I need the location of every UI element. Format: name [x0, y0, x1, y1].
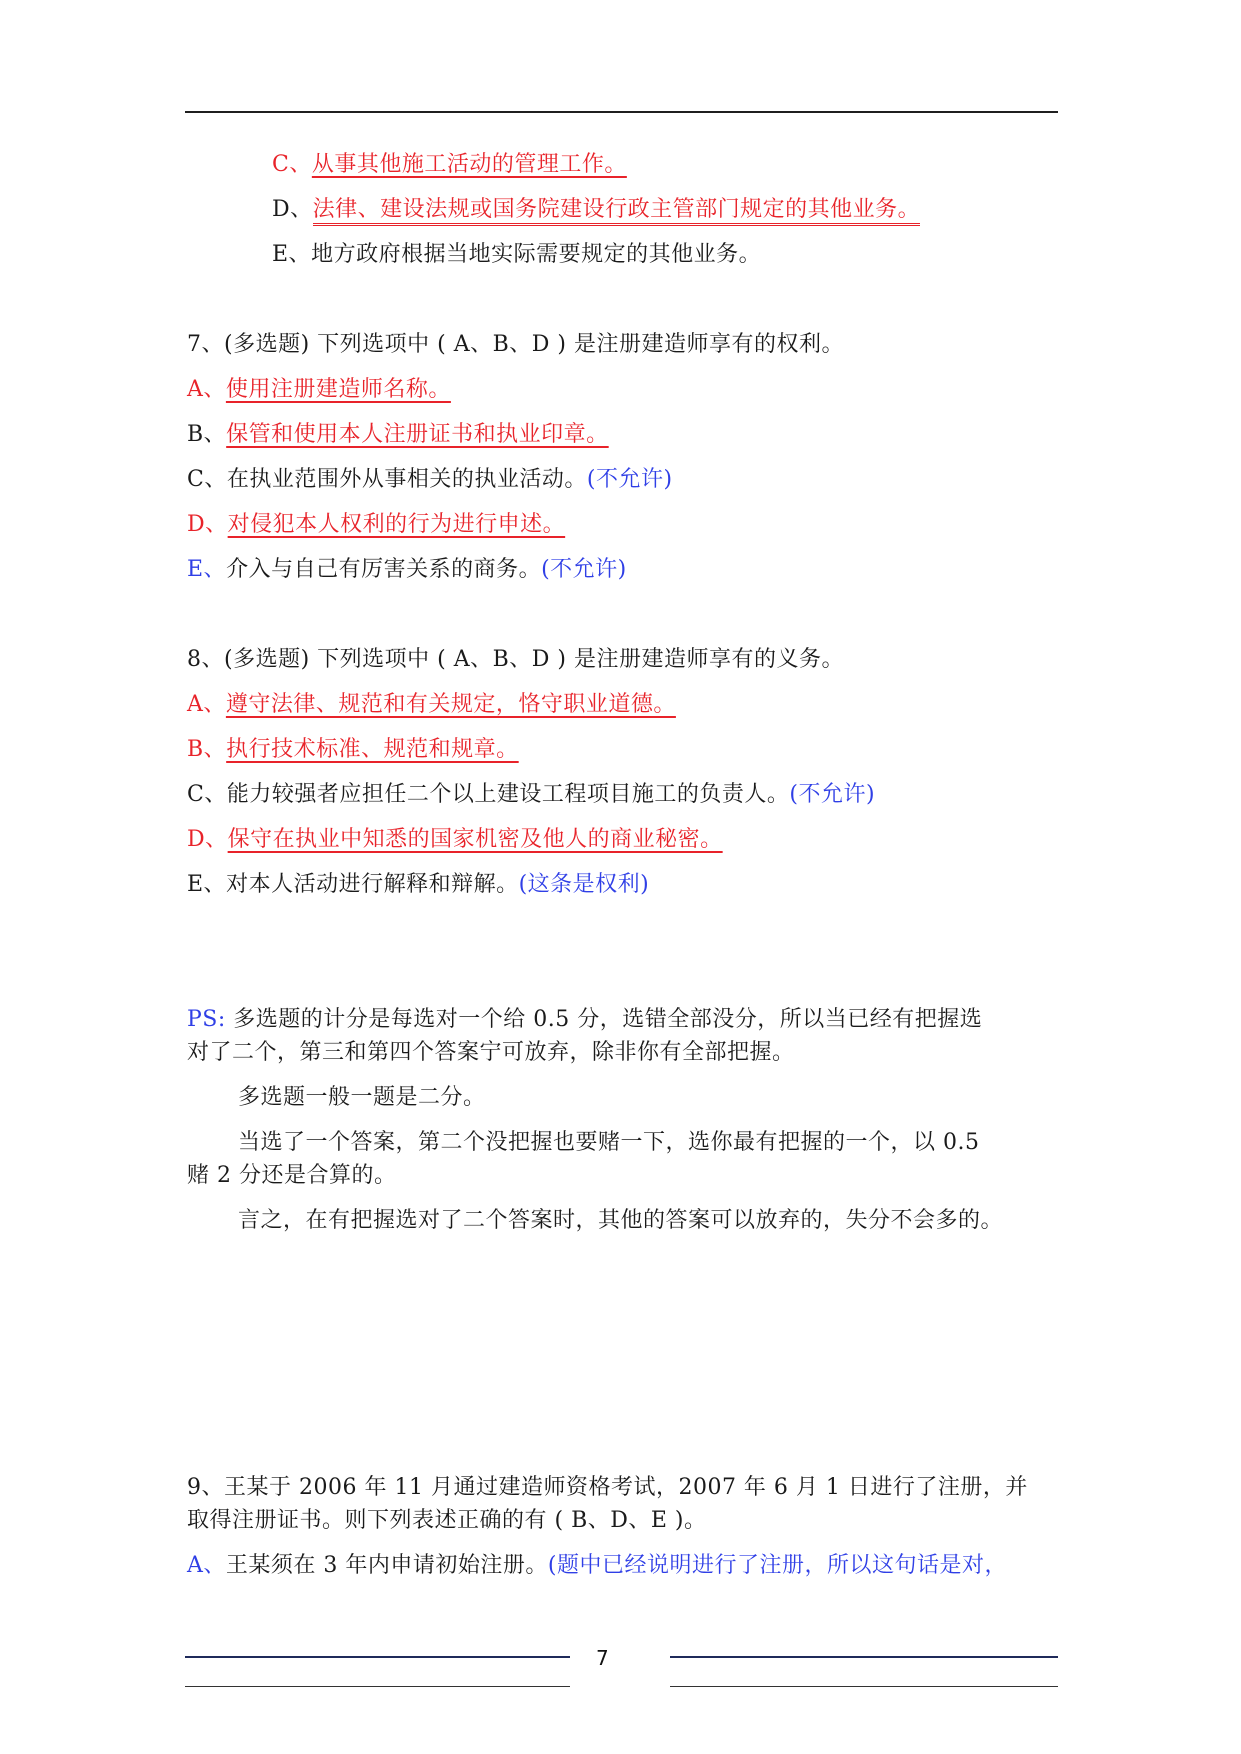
q8-option-e-note: (这条是权利) — [518, 872, 650, 897]
q6-option-d-prefix: D、 — [272, 197, 313, 222]
q9-stem-line-2: 取得注册证书。则下列表述正确的有 ( B、D、E )。 — [187, 1508, 707, 1533]
q9-stem-line-1: 9、王某于 2006 年 11 月通过建造师资格考试，2007 年 6 月 1 日进行了注册，并 — [187, 1475, 1028, 1500]
ps-line-2: 对了二个，第三和第四个答案宁可放弃，除非你有全部把握。 — [187, 1040, 795, 1065]
q6-option-c — [272, 150, 627, 180]
q7-option-b-text: 保管和使用本人注册证书和执业印章。 — [226, 422, 609, 447]
page-number: 7 — [596, 1646, 609, 1670]
q7-option-c-note: (不允许) — [586, 467, 673, 492]
q8-option-a-prefix: A、 — [187, 692, 226, 717]
q7-option-a — [187, 375, 451, 405]
q7-option-e — [187, 555, 627, 585]
q6-option-e-text: 地方政府根据当地实际需要规定的其他业务。 — [311, 242, 762, 267]
ps-label: PS: — [187, 1007, 226, 1032]
footer-rule-right-bottom — [670, 1686, 1058, 1687]
q6-option-e-prefix: E、 — [272, 242, 312, 267]
q7-option-d — [187, 510, 565, 540]
q8-option-b — [187, 735, 519, 765]
q7-option-a-prefix: A、 — [187, 377, 226, 402]
q8-option-b-prefix: B、 — [187, 737, 227, 762]
ps-line-4: 当选了一个答案，第二个没把握也要赌一下，选你最有把握的一个，以 0.5 — [238, 1130, 980, 1155]
q7-option-c-prefix: C、 — [187, 467, 227, 492]
q8-option-d-text: 保守在执业中知悉的国家机密及他人的商业秘密。 — [227, 827, 723, 852]
q9-option-a-text: 王某须在 3 年内申请初始注册。 — [225, 1553, 548, 1578]
q9-option-a-note: (题中已经说明进行了注册，所以这句话是对， — [547, 1553, 1007, 1578]
q7-option-d-text: 对侵犯本人权利的行为进行申述。 — [227, 512, 566, 537]
q9-option-a-prefix: A、 — [187, 1553, 226, 1578]
q7-option-e-text: 介入与自己有厉害关系的商务。 — [226, 557, 542, 582]
q7-option-b-prefix: B、 — [187, 422, 227, 447]
q8-option-c-note: (不允许) — [789, 782, 876, 807]
q8-option-c — [187, 780, 875, 810]
q6-option-c-text: 从事其他施工活动的管理工作。 — [311, 152, 627, 177]
ps-line-3: 多选题一般一题是二分。 — [238, 1085, 486, 1110]
q7-option-e-prefix: E、 — [187, 557, 227, 582]
header-rule — [185, 111, 1058, 113]
q6-option-d — [272, 195, 920, 225]
q6-option-c-prefix: C、 — [272, 152, 312, 177]
ps-line-1-text: 多选题的计分是每选对一个给 0.5 分，选错全部没分，所以当已经有把握选 — [225, 1007, 983, 1032]
footer-rule-left-bottom — [185, 1686, 570, 1687]
footer-rule-left-top — [185, 1656, 570, 1658]
footer-rule-right-top — [670, 1656, 1058, 1658]
q6-option-d-text: 法律、建设法规或国务院建设行政主管部门规定的其他业务。 — [313, 197, 921, 226]
q8-option-a-text: 遵守法律、规范和有关规定，恪守职业道德。 — [225, 692, 676, 717]
q8-option-b-text: 执行技术标准、规范和规章。 — [226, 737, 519, 762]
ps-line-6: 言之，在有把握选对了二个答案时，其他的答案可以放弃的，失分不会多的。 — [238, 1208, 1004, 1233]
q7-option-d-prefix: D、 — [187, 512, 228, 537]
ps-line-5: 赌 2 分还是合算的。 — [187, 1163, 397, 1188]
q7-option-e-note: (不允许) — [541, 557, 627, 582]
q9-option-a — [187, 1551, 1007, 1581]
q7-option-c-text: 在执业范围外从事相关的执业活动。 — [226, 467, 587, 492]
q7-option-b — [187, 420, 609, 450]
q8-stem: 8、(多选题) 下列选项中 ( A、B、D ) 是注册建造师享有的义务。 — [187, 647, 844, 672]
q6-option-e — [272, 240, 761, 270]
q8-option-d — [187, 825, 723, 855]
q8-option-a — [187, 690, 676, 720]
q8-option-d-prefix: D、 — [187, 827, 228, 852]
ps-line-1 — [187, 1005, 982, 1035]
q8-option-c-prefix: C、 — [187, 782, 227, 807]
q8-option-e-text: 对本人活动进行解释和辩解。 — [226, 872, 519, 897]
q8-option-c-text: 能力较强者应担任二个以上建设工程项目施工的负责人。 — [226, 782, 790, 807]
q7-option-a-text: 使用注册建造师名称。 — [225, 377, 451, 402]
q7-option-c — [187, 465, 673, 495]
q7-stem: 7、(多选题) 下列选项中 ( A、B、D ) 是注册建造师享有的权利。 — [187, 332, 844, 357]
q8-option-e — [187, 870, 649, 900]
q8-option-e-prefix: E、 — [187, 872, 227, 897]
